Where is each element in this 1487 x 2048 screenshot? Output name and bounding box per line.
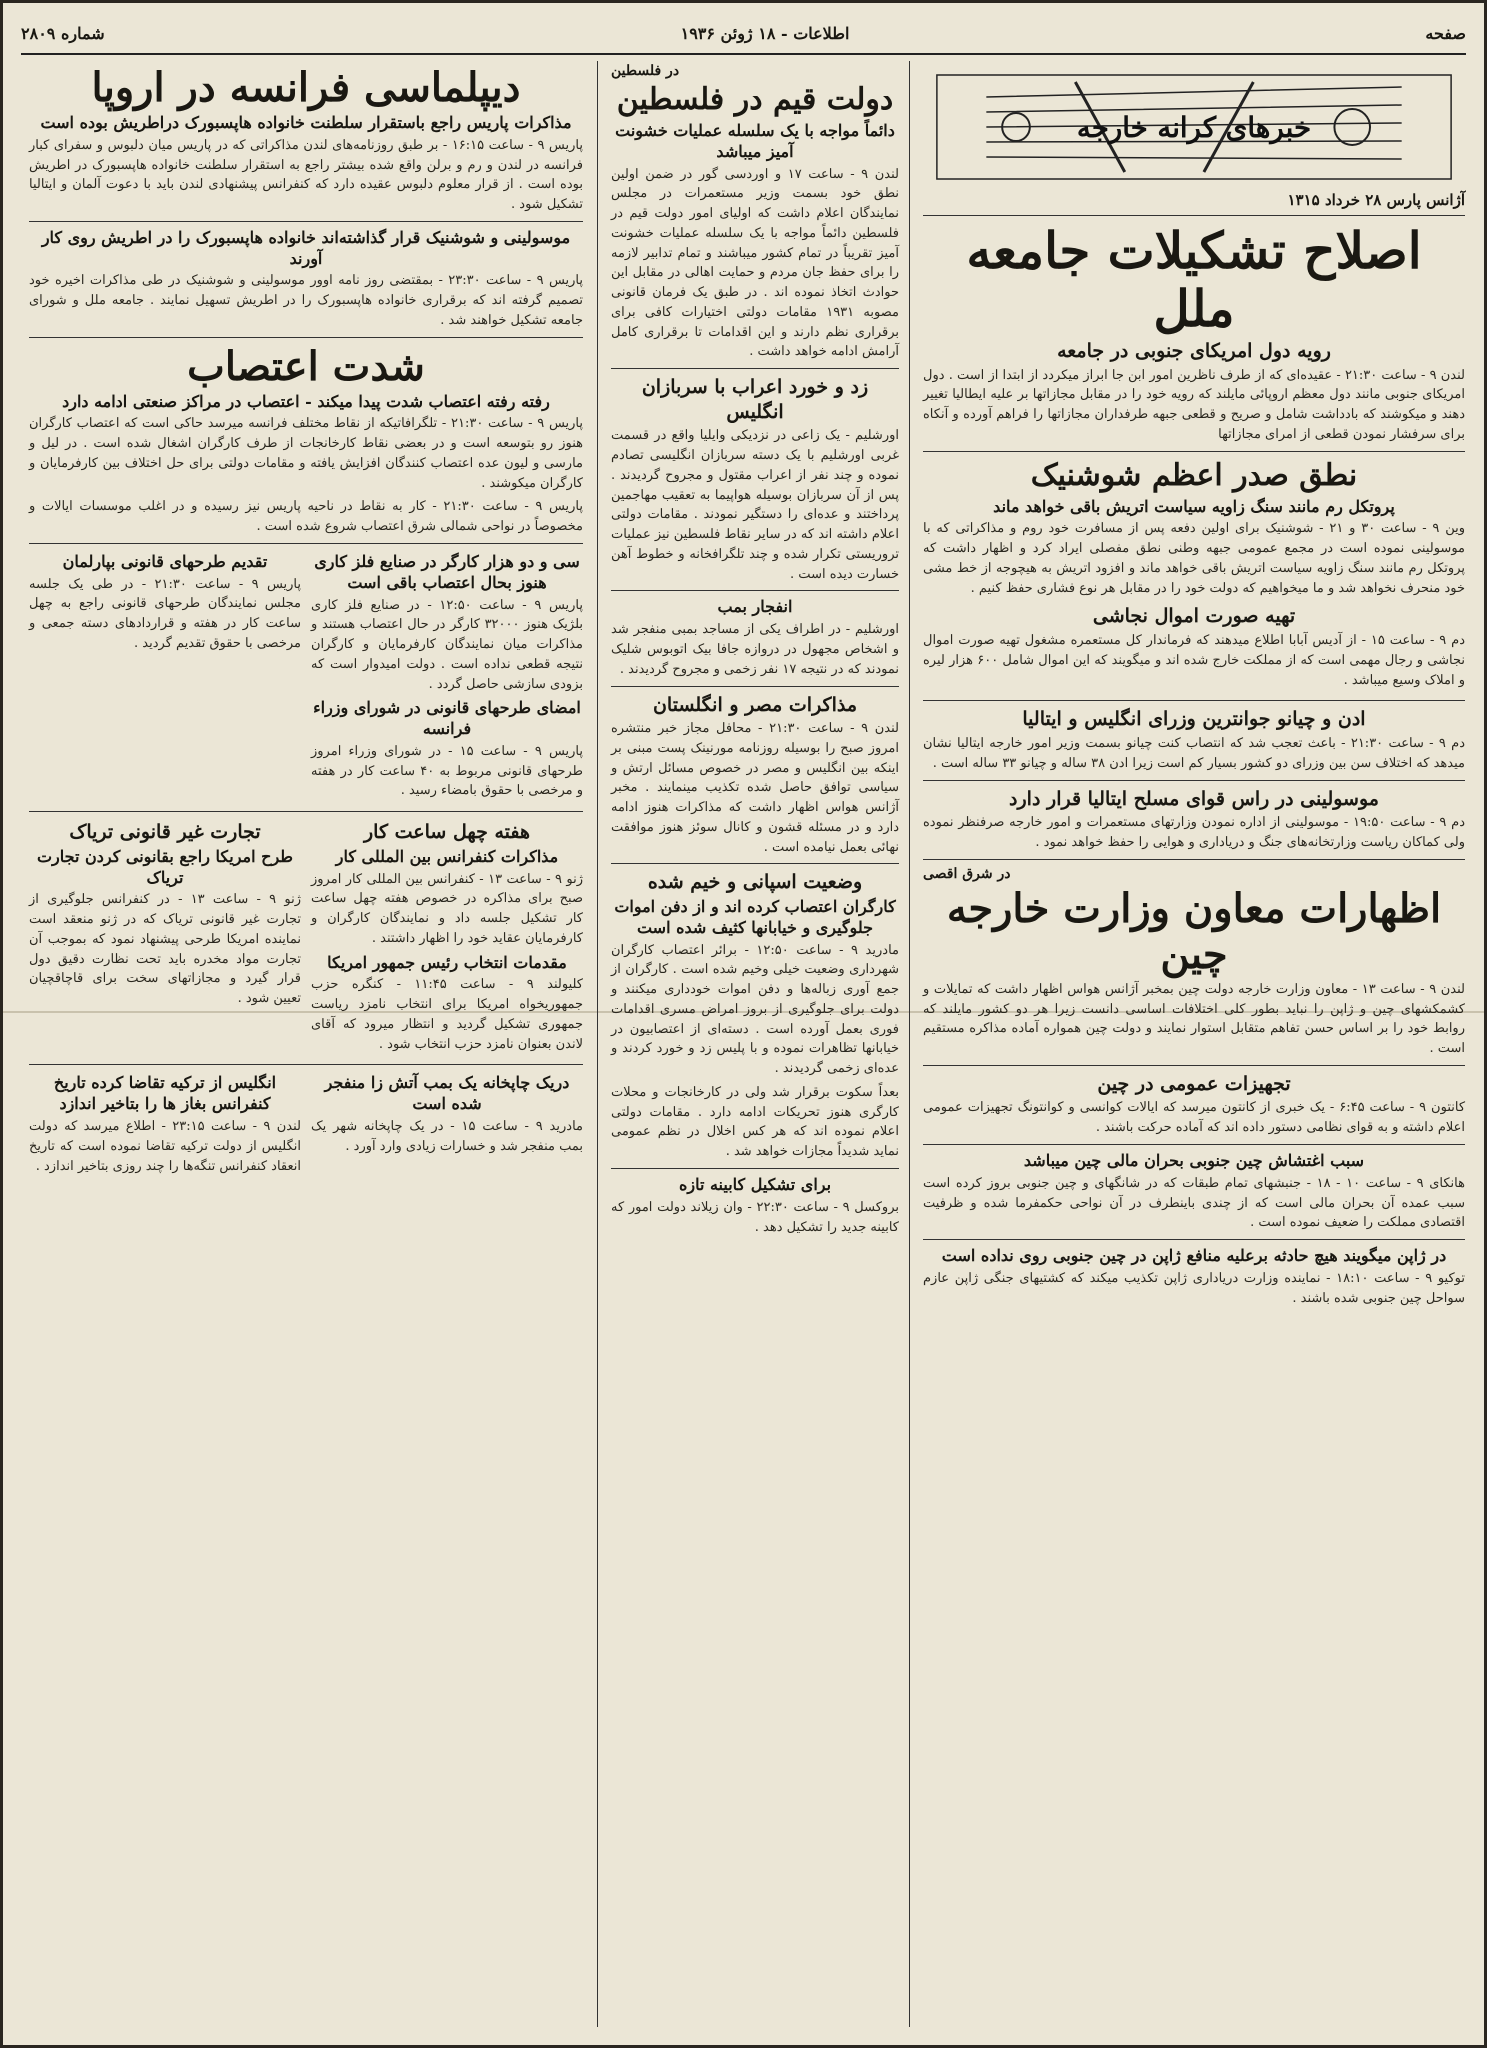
headline-print-bomb: دریک چاپخانه یک بمب آتش زا منفجر شده است <box>324 1073 570 1114</box>
subhead-strike: رفته رفته اعتصاب شدت پیدا میکند - اعتصاب در مراکز صنعتی ادامه دارد <box>62 391 550 411</box>
article-body: لندن ۹ - ساعت ۱۳ - معاون وزارت خارجه دولت چین بمخبر آژانس هواس اظهار داشت که تمایلات و کشمکشهای چین و ژاپن را نباید بطور کلی اختلافات اساسی دانست زیرا هر دو کشور مایلند که روابط خود را بر اساس حسن تفاهم متقابل استوار نمایند و دولت چین همواره آماده مذاکره مستقیم است . <box>923 981 1466 1057</box>
section-logo-title: خبرهای کرانه خارجه <box>1076 110 1312 145</box>
subhead-spain: کارگران اعتصاب کرده اند و از دفن اموات جلوگیری و خیابانها کثیف شده است <box>614 897 896 937</box>
column-rule <box>597 61 598 2027</box>
article-body: اورشلیم - یک زاعی در نزدیکی وایلیا واقع در قسمت غربی اورشلیم با یک دسته سربازان انگلیسی تصادم نموده و چند نفر از اعراب مقتول و مجروح گردیدند . پس از آن سربازان بوسیله هواپیما به تعقیب مهاجمین پرداختند و عده‌ای را دستگیر نمودند . مقامات دولتی اعلام داشته اند که در سایر نقاط فلسطین نیز عملیات تروریستی تکرار شده و چند تلگرافخانه و خطوط آهن خسارت دیده است . <box>611 428 899 582</box>
column-right <box>915 61 1473 1312</box>
article-body: لندن ۹ - ساعت ۲۱:۳۰ - عقیده‌ای که از طرف ناظرین امور ابن جا ابراز میکردد از ابتدا از است . دول امریکای جنوبی مانند دول معظم اروپائی مایلند که رویه خود را در مقابل مجازاتها بر علیه ایطالیا تغییر دهند و میکوشند که بادداشت شامل و صریح و قطعی جبهه طرفداران مجازاتها را فراهم آورده و آنکاه برای سرفشار نمودن قطعی از امرای مجازاتها <box>923 367 1466 442</box>
article-body: پاریس ۹ - ساعت ۲۱:۳۰ - در طی یک جلسه مجلس نمایندگان طرحهای قانونی راجع به چهل ساعت کار در هفته و قراردادهای دسته جمعی و مرخصی با حقوق تقدیم گردید . <box>29 576 301 651</box>
article-body: توکیو ۹ - ساعت ۱۸:۱۰ - نماینده وزارت دریاداری ژاپن تکذیب میکند که کشتیهای جنگی ژاپن عازم سواحل چین جنوبی شده باشند . <box>923 1270 1465 1306</box>
page-label: صفحه <box>1425 23 1466 43</box>
headline-bills-parliament: تقدیم طرحهای قانونی بپارلمان <box>62 551 268 571</box>
article-body: ژنو ۹ - ساعت ۱۳ - کنفرانس بین المللی کار امروز صبح برای مذاکره در خصوص هفته چهل ساعت کار تشکیل جلسه داد و نمایندگان کارگران و کارفرمایان عقاید خود را اظهار داشتند . <box>311 871 583 946</box>
article-body: لندن ۹ - ساعت ۲۱:۳۰ - محافل مجاز خبر منتشره امروز صبح را بوسیله روزنامه مورنینک پست مبنی بر اینکه بین انگلیس و مصر در خصوص مسائل ارتش و سیاسی توافق حاصل شده تکذیب مینمایند . مخبر آژانس هواس اظهار داشت که مذاکرات هنوز ادامه دارد و در مسئله قشون و کانال سوئز هنوز موافقت نهائی بعمل نیامده است . <box>611 721 900 855</box>
article-body: مادرید ۹ - ساعت ۱۲:۵۰ - برائر اعتصاب کارگران شهرداری وضعیت خیلی وخیم شده است . کارگران از جمع آوری زباله‌ها و دفن اموات خودداری میکنند و دولت برای جلوگیری از بروز امراض مسری اقدامات فوری بعمل آورده است . دسته‌ای از اعتصابیون در خیابانها تظاهرات نموده و با پلیس زد و خورد کردند و عده‌ای زخمی گردیدند . <box>611 942 899 1077</box>
two-column-block <box>29 550 583 805</box>
column-rule <box>909 61 910 2027</box>
article-body: بروکسل ۹ - ساعت ۲۲:۳۰ - وان زیلاند دولت امور که کابینه جدید را تشکیل دهد . <box>611 1199 899 1235</box>
article-body: پاریس ۹ - ساعت ۲۱:۳۰ - کار به نقاط در ناحیه پاریس نیز رسیده و در اغلب موسسات ایالات و مخصوصاً در نواحی شمالی شرق اعتصاب شروع شده است . <box>29 499 584 535</box>
article-body: هانکای ۹ - ساعت ۱۰ - ۱۸ - جنبشهای تمام طبقات که در شانگهای و چین جنوبی بروز کرده است سبب عمده آن بحران مالی است که از چندی باینطرف در آن نواحی حکمفرما شده و ظرفیت اقتصادی مملکت را ضعیف نموده است . <box>923 1175 1465 1231</box>
masthead-bar <box>21 13 1466 55</box>
headline-china-deputy: اظهارات معاون وزارت خارجه چین <box>946 884 1442 978</box>
kicker-far-east: در شرق اقصی <box>923 865 1011 882</box>
headline-metal-workers: سی و دو هزار کارگر در صنایع فلز کاری هنوز بحال اعتصاب باقی است <box>314 551 580 592</box>
article-body: پاریس ۹ - ساعت ۱۶:۱۵ - بر طبق روزنامه‌های لندن مذاکراتی که در پاریس میان دلبوس و سفرای کبار فرانسه در لندن و رم و برلن واقع شده بیشتر راجع به استقرار سلطنت خانواده هاپسبورک در اطریش بوده است . از قرار معلوم دلبوس عقیده دارد که کنفرانس پیشنهادی لندن باید با دعوت آلمان و ایتالیا تشکیل شود . <box>29 137 583 213</box>
paper-date: اطلاعات - ۱۸ ژوئن ۱۹۳۶ <box>680 23 850 43</box>
article-body: وین ۹ - ساعت ۳۰ و ۲۱ - شوشنیک برای اولین دفعه پس از مسافرت خود روم و مذاکراتی که با موسولینی نموده است در مجمع عمومی جبهه وطنی نطق مفصلی ایراد کرد و اظهار داشت که پروتکل رم مانند سنگ زاویه سیاست اتریش باقی خواهد ماند و افزود اتریش به هیچوجه از خط مشی خود منحرف نخواهد شد و ما میخواهیم که دولت خود را در مقابل هر نوع فشاری حفظ کنیم . <box>923 521 1466 596</box>
dateline: آژانس پارس ۲۸ خرداد ۱۳۱۵ <box>1287 191 1465 209</box>
subhead-opium: طرح امریکا راجع بقانونی کردن تجارت تریاک <box>36 846 294 887</box>
subhead-french-diplomacy: مذاکرات پاریس راجع باستقرار سلطنت خانواده هاپسبورک دراطریش بوده است <box>40 113 572 132</box>
two-column-block <box>923 602 1465 694</box>
article-body: دم ۹ - ساعت ۱۵ - از آدیس آبابا اطلاع میدهند که فرماندار کل مستعمره مشغول تهیه صورت اموال نجاشی و رجال مهمی است که از مملکت خارج شده اند و میگویند که این اموال شامل ۶۰۰ هزار لیره و املاک وسیع میباشد . <box>923 633 1465 688</box>
section-logo-art <box>927 67 1461 187</box>
subhead-schuschnigg: پروتکل رم مانند سنگ زاویه سیاست اتریش باقی خواهد ماند <box>993 496 1395 516</box>
headline-palestine: دولت قیم در فلسطین <box>616 82 894 117</box>
headline-forty-hour-week: هفته چهل ساعت کار <box>364 821 530 844</box>
kicker-palestine: در فلسطین <box>611 63 680 79</box>
headline-schuschnigg: نطق صدر اعظم شوشنیک <box>1030 457 1358 493</box>
headline-spain: وضعیت اسپانی و خیم شده <box>647 871 863 894</box>
column-left <box>21 61 591 1180</box>
headline-us-election: مقدمات انتخاب رئیس جمهور امریکا <box>327 952 567 972</box>
article-body: لندن ۹ - ساعت ۱۷ و اوردسی گور در ضمن اولین نطق خود بسمت وزیر مستعمرات در مجلس نمایندگان اعلام داشت که اولیای امور دولت قیم در فلسطین دائماً مواجه با یک سلسله عملیات خشونت آمیز تقریباً در تمام کشور میباشند و تمام تدابیر لازمه را برای حفظ جان مردم و حمایت اهالی در مقابل این حوادث اتخاذ نموده اند . در طبق یک فرمان قانونی مصوبه ۱۹۳۱ مقامات دولتی اختیارات کافی برای برقراری نظم دارند و این اقدامات تا برقراری کامل آرامش ادامه خواهد داشت . <box>611 166 899 360</box>
headline-habsburg: موسولینی و شوشنیک قرار گذاشته‌اند خانواده هاپسبورک را در اطریش روی کار آورند <box>41 227 571 268</box>
article-body: پاریس ۹ - ساعت ۲۱:۳۰ - تلگرافاتیکه از نقاط مختلف فرانسه میرسد حاکی است که اعتصاب کارگران هنوز رو بتوسعه است و در بعضی نقاط کارخانجات از طرف کارگران اشغال شده است . در لیل و مارسی و لیون عده اعتصاب کنندگان افزایش یافته و مقامات دولتی برای حل اختلاف بین کارفرمایان و کارگران میکوشند . <box>29 416 584 491</box>
subhead-league-reform: رویه دول امریکای جنوبی در جامعه <box>1057 340 1331 362</box>
headline-bomb: انفجار بمب <box>717 597 793 617</box>
column-middle <box>603 61 907 1241</box>
headline-arab-clash: زد و خورد اعراب با سربازان انگلیس <box>641 376 869 423</box>
headline-opium-trade: تجارت غیر قانونی تریاک <box>69 821 261 844</box>
headline-egypt-england: مذاکرات مصر و انگلستان <box>652 693 858 716</box>
headline-china-mobilization: تجهیزات عمومی در چین <box>1097 1072 1291 1095</box>
headline-strike-intensity: شدت اعتصاب <box>187 342 425 390</box>
subhead-palestine: دائماً مواجه با یک سلسله عملیات خشونت آمیز میباشد <box>615 121 895 161</box>
two-column-block <box>29 818 583 1058</box>
article-body: مادرید ۹ - ساعت ۱۵ - در یک چاپخانه شهر یک بمب منفجر شد و خسارات زیادی وارد آورد . <box>311 1119 583 1154</box>
headline-japan-denial: در ژاپن میگویند هیچ حادثه برعلیه منافع ژاپن در چین جنوبی روی نداده است <box>941 1246 1447 1266</box>
subhead-labor-conference: مذاکرات کنفرانس بین المللی کار <box>335 846 559 866</box>
headline-new-cabinet: برای تشکیل کابینه تازه <box>678 1174 832 1194</box>
article-body: بعداً سکوت برقرار شد ولی در کارخانجات و محلات کارگری هنوز تحریکات ادامه دارد . مقامات دولتی اعلام نموده اند که هر کس اخلال در نظم عمومی نماید شدیداً مجازات خواهد شد . <box>611 1084 899 1160</box>
article-body: دم ۹ - ساعت ۲۱:۳۰ - باعث تعجب شد که انتصاب کنت چیانو بسمت وزیر امور خارجه ایتالیا نشان میدهد که اختلاف سن بین وزرای دو کشور بسیار کم است زیرا ادن ۳۸ ساله و چیانو ۳۳ ساله است . <box>923 736 1465 771</box>
headline-french-diplomacy: دیپلماسی فرانسه در اروپا <box>91 64 521 111</box>
article-body: پاریس ۹ - ساعت ۱۵ - در شورای وزراء امروز طرحهای قانونی مربوط به ۴۰ ساعت کار در هفته و مرخصی با حقوق بامضاء رسید . <box>311 743 584 799</box>
article-body: پاریس ۹ - ساعت ۱۲:۵۰ - در صنایع فلز کاری بلژیک هنوز ۳۲۰۰۰ کارگر در حال اعتصاب هستند و مذاکرات میان نمایندگان کارفرمایان و کارگران نتیجه قطعی نداده است . دولت امیدوار است که بزودی سازشی حاصل گردد . <box>311 597 583 692</box>
article-body: ژنو ۹ - ساعت ۱۳ - در کنفرانس جلوگیری از تجارت غیر قانونی تریاک که در ژنو منعقد است نماینده امریکا طرحی پیشنهاد نمود که بموجب آن تجارت مواد مخدره باید تحت نظارت دقیق دول قرار گیرد و مجازاتهای سخت برای قاچاقچیان تعیین شود . <box>29 892 301 1007</box>
headline-eden-ciano: ادن و چیانو جوانترین وزرای انگلیس و ایتالیا <box>1022 708 1366 731</box>
headline-straits-conference: انگلیس از ترکیه تقاضا کرده تاریخ کنفرانس بغاز ها را بتاخیر اندازد <box>53 1073 277 1114</box>
headline-china-crisis: سبب اغتشاش چین جنوبی بحران مالی چین میباشد <box>1023 1150 1365 1170</box>
article-body: اورشلیم - در اطراف یکی از مساجد بمبی منفجر شد و اشخاص مجهول در دروازه جافا بیک اتوبوس شلیک نمودند که در نتیجه ۱۷ نفر زخمی و مجروح گردیدند . <box>611 622 899 677</box>
article-body: لندن ۹ - ساعت ۲۳:۱۵ - اطلاع میرسد که دولت انگلیس از دولت ترکیه تقاضا نموده است که تاریخ انعقاد کنفرانس تنگه‌ها را چند روزی بتاخیر اندازد . <box>29 1119 301 1174</box>
headline-cabinet-sign: امضای طرحهای قانونی در شورای وزراء فرانسه <box>313 698 581 739</box>
article-body: پاریس ۹ - ساعت ۲۳:۳۰ - بمقتضی روز نامه اوور موسولینی و شوشنیک در طی مذاکرات اخیره خود تصمیم گرفته اند که برقراری خانواده هاپسبورک را در اطریش تسهیل نمایند . جامعه ملل و شورای جامعه تشکیل خواهند شد . <box>29 273 583 328</box>
headline-mussolini-forces: موسولینی در راس قوای مسلح ایتالیا قرار دارد <box>1009 787 1379 810</box>
two-column-block <box>29 1071 583 1180</box>
article-body: کلیولند ۹ - ساعت ۱۱:۴۵ - کنگره حزب جمهوریخواه امریکا برای انتخاب نامزد ریاست جمهوری تشکیل گردید و انتظار میرود که آقای لاندن بعنوان نامزد حزب انتخاب شود . <box>311 977 583 1052</box>
headline-league-reform: اصلاح تشکیلات جامعه ملل <box>966 221 1422 338</box>
article-body: کانتون ۹ - ساعت ۶:۴۵ - یک خبری از کانتون میرسد که ایالات کوانسی و کوانتونگ تجهیزات عمومی اعلام داشته و به قوای نظامی دستور داده اند که آماده حرکت باشند . <box>923 1100 1466 1136</box>
issue-number: شماره ۲۸۰۹ <box>21 23 105 43</box>
section-logo <box>927 67 1461 187</box>
article-body: دم ۹ - ساعت ۱۹:۵۰ - موسولینی از اداره نمودن وزارتهای مستعمرات و امور خارجه صرفنظر نموده ولی کماکان ریاست وزارتخانه‌های جنگ و دریاداری و هوایی را حفظ خواهد نمود . <box>923 815 1465 851</box>
headline-negus-assets: تهیه صورت اموال نجاشی <box>1092 605 1296 628</box>
